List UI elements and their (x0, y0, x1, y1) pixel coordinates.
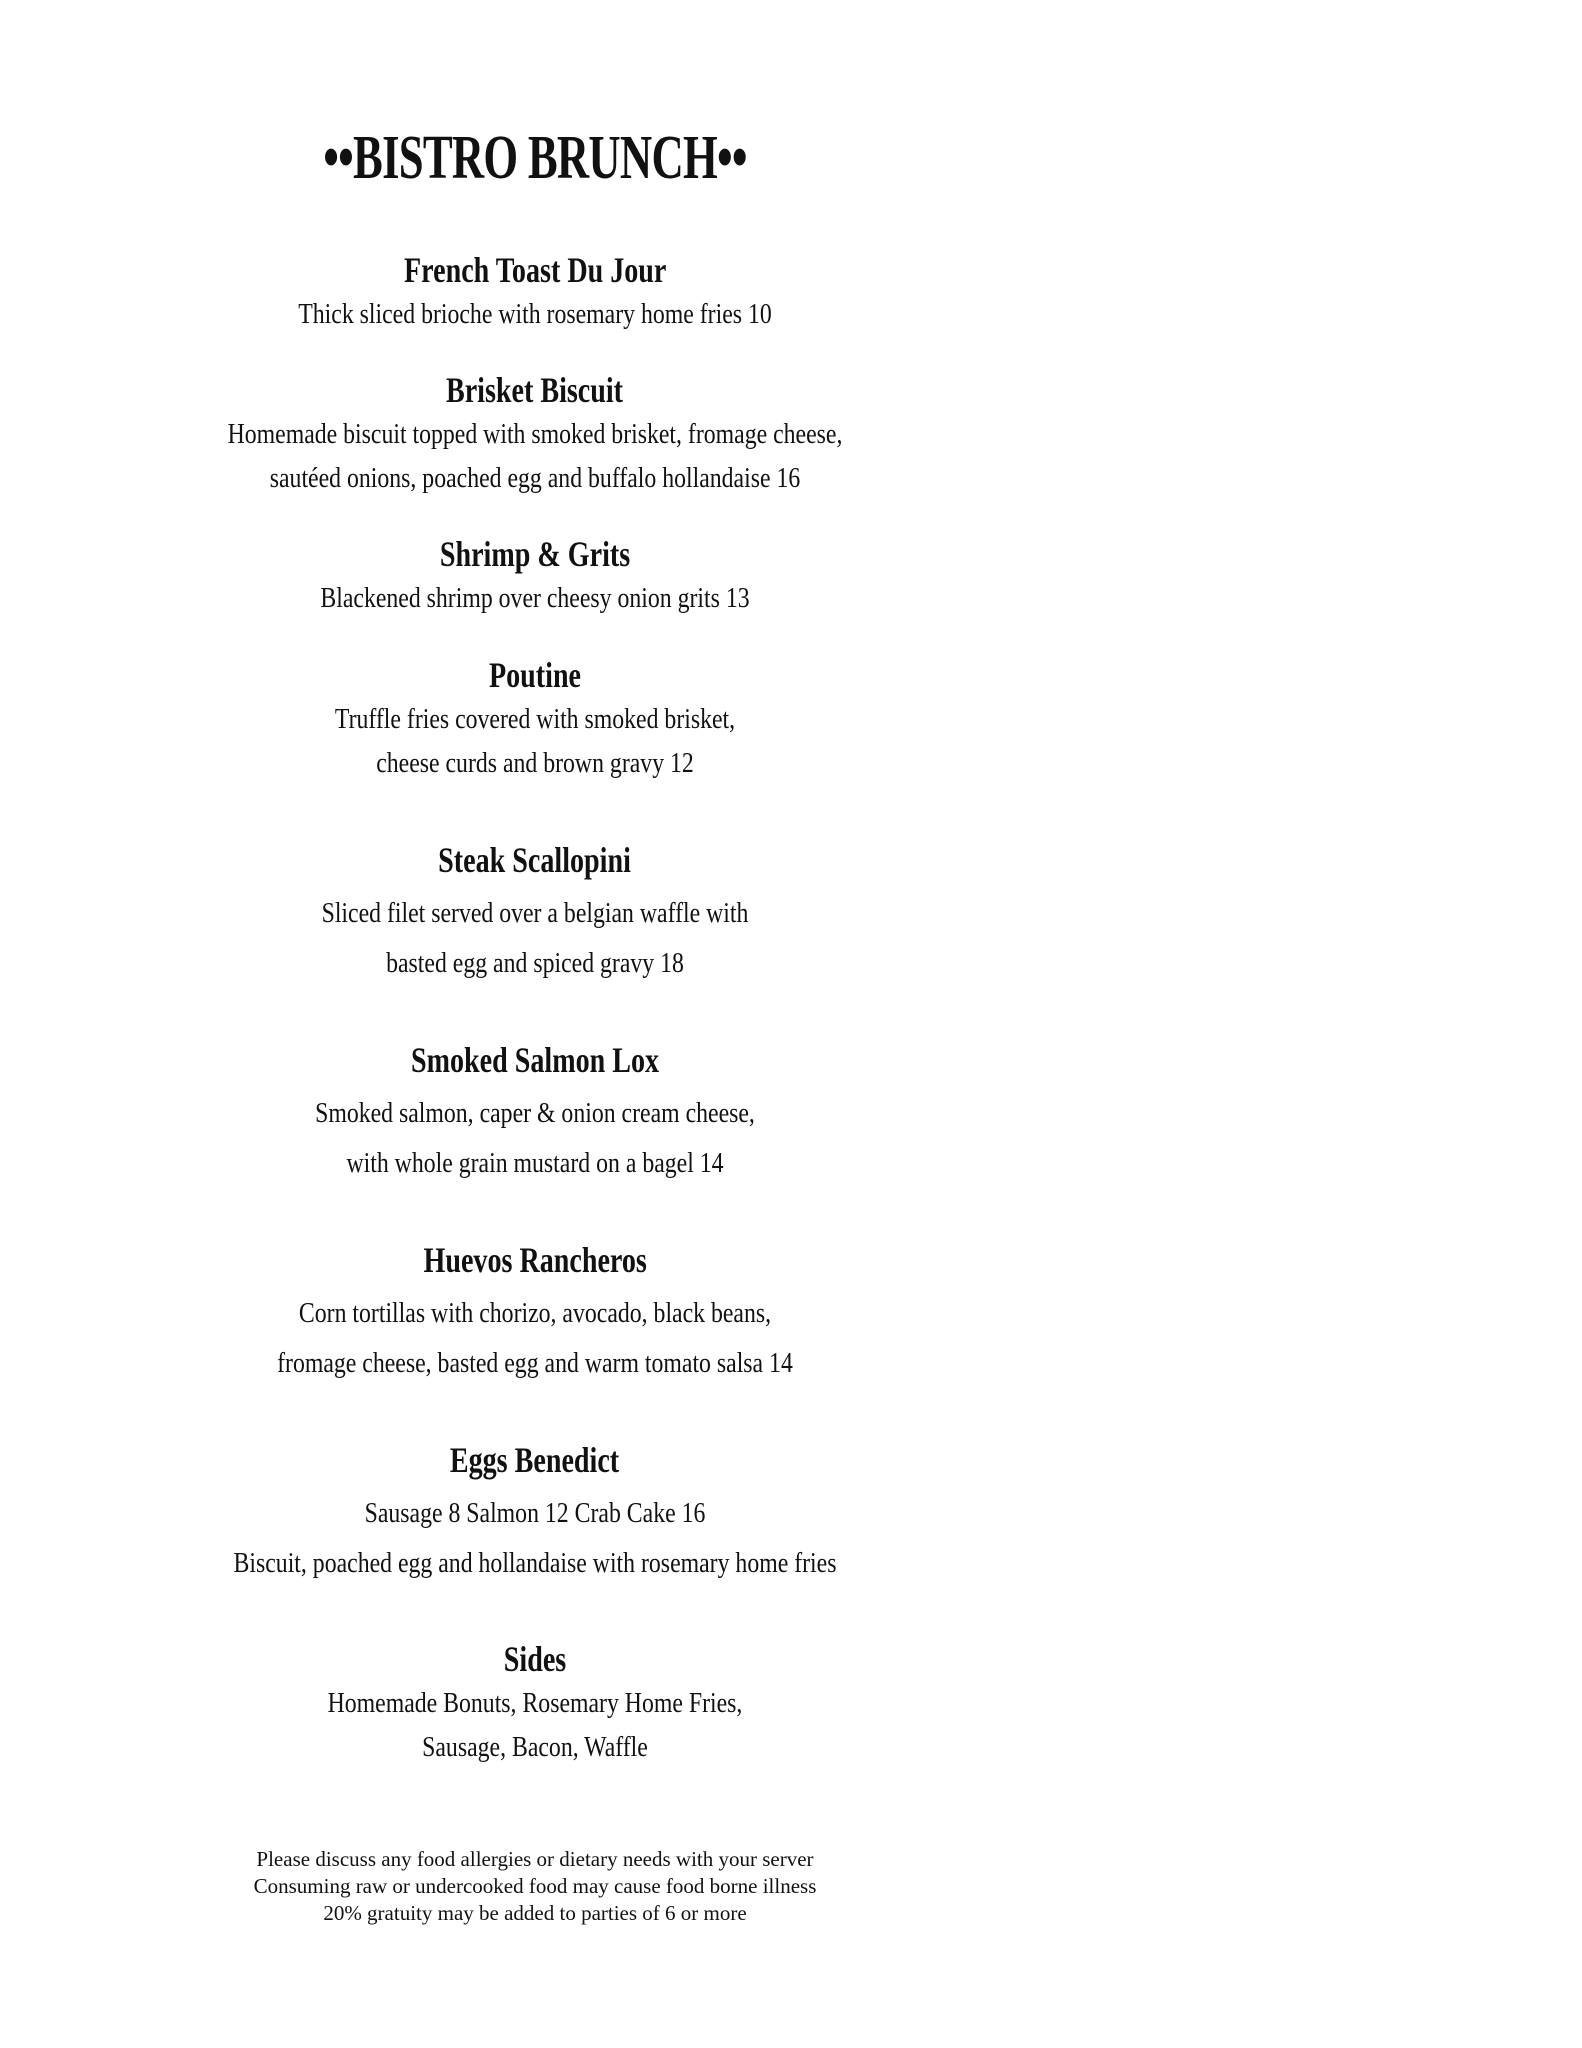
menu-item-french-toast (0, 248, 1070, 336)
menu-footer-notice (0, 1846, 1070, 1927)
item-description: Thick sliced brioche with rosemary home fries 10 (298, 298, 772, 330)
item-description: sautéed onions, poached egg and buffalo hollandaise 16 (269, 462, 801, 494)
item-description: Sliced filet served over a belgian waffle with (321, 897, 749, 929)
menu-item-brisket-biscuit (0, 368, 1070, 500)
item-description: Corn tortillas with chorizo, avocado, black beans, (298, 1297, 772, 1329)
menu-item-huevos-rancheros (0, 1238, 1070, 1388)
item-name: Brisket Biscuit (446, 370, 624, 410)
item-description: Sausage 8 Salmon 12 Crab Cake 16 (364, 1497, 706, 1529)
menu-item-poutine (0, 653, 1070, 785)
item-description: Smoked salmon, caper & onion cream cheese, (315, 1097, 755, 1129)
item-description: Truffle fries covered with smoked brisket, (334, 703, 736, 735)
item-name: Eggs Benedict (450, 1440, 620, 1480)
item-description: cheese curds and brown gravy 12 (376, 747, 694, 779)
item-description: fromage cheese, basted egg and warm tomato salsa 14 (277, 1347, 793, 1379)
menu-item-sides (0, 1637, 1070, 1769)
item-name: Steak Scallopini (438, 840, 632, 880)
item-description: with whole grain mustard on a bagel 14 (346, 1147, 724, 1179)
gratuity-notice: 20% gratuity may be added to parties of 6 or more (323, 1901, 747, 1925)
item-description: basted egg and spiced gravy 18 (386, 947, 684, 979)
menu-item-steak-scallopini (0, 838, 1070, 988)
raw-food-warning: Consuming raw or undercooked food may cause food borne illness (253, 1874, 817, 1898)
item-description: Sausage, Bacon, Waffle (422, 1731, 648, 1763)
item-name: Huevos Rancheros (423, 1240, 647, 1280)
menu-title: ••BISTRO BRUNCH•• (323, 124, 747, 192)
item-description: Biscuit, poached egg and hollandaise with rosemary home fries (233, 1547, 837, 1579)
item-name: Poutine (488, 655, 582, 695)
item-name: Shrimp & Grits (439, 534, 631, 574)
allergy-notice: Please discuss any food allergies or dietary needs with your server (256, 1847, 814, 1871)
item-description: Homemade Bonuts, Rosemary Home Fries, (327, 1687, 743, 1719)
item-name: Sides (503, 1639, 567, 1679)
menu-item-smoked-salmon-lox (0, 1038, 1070, 1188)
item-description: Blackened shrimp over cheesy onion grits 13 (320, 582, 750, 614)
menu-item-shrimp-grits (0, 532, 1070, 620)
menu-item-eggs-benedict (0, 1438, 1070, 1588)
item-name: French Toast Du Jour (403, 250, 667, 290)
item-name: Smoked Salmon Lox (410, 1040, 660, 1080)
item-description: Homemade biscuit topped with smoked brisket, fromage cheese, (227, 418, 843, 450)
